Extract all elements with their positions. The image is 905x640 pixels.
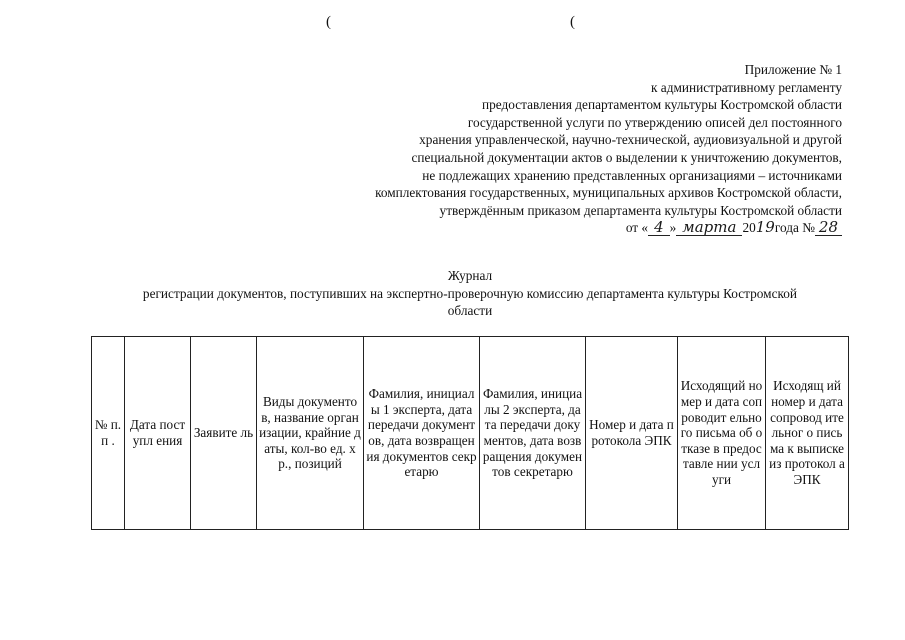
title-line-1: Журнал [447, 268, 493, 283]
header-cell-protocol: Номер и дата протокола ЭПК [586, 337, 678, 530]
header-cell-extract-letter: Исходящ ий номер и дата сопровод ительног о письма к выписке из протокол а ЭПК [766, 337, 849, 530]
appendix-header [222, 61, 842, 237]
scan-mark-right: ( [570, 14, 575, 30]
date-prefix: от « [625, 220, 649, 236]
appendix-line: хранения управленческой, научно-технической, аудиовизуальной и другой [419, 132, 842, 148]
header-cell-expert-1: Фамилия, инициалы 1 эксперта, дата передачи документов, дата возвращения документов секретарю [364, 337, 480, 530]
header-cell-number: № п.п . [92, 337, 125, 530]
appendix-line: государственной услуги по утверждению описей дел постоянного [467, 114, 842, 130]
date-year-prefix: 20 [742, 220, 756, 236]
date-day-handwritten: 4 [648, 220, 670, 236]
journal-title [90, 267, 850, 320]
date-year-handwritten: 19 [755, 218, 775, 237]
title-line-3: области [447, 303, 493, 319]
header-cell-received-date: Дата поступл ения [125, 337, 191, 530]
header-cell-expert-2: Фамилия, инициалы 2 эксперта, дата передачи документов, дата возвращения документов секретарю [480, 337, 586, 530]
date-mid: » [669, 220, 677, 236]
appendix-line: специальной документации актов о выделении к уничтожению документов, [411, 149, 842, 165]
header-cell-document-types: Виды документов, название организации, крайние даты, кол-во ед. хр., позиций [257, 337, 364, 530]
appendix-line: не подлежащих хранению представленных организациями – источниками [422, 167, 842, 183]
date-month-handwritten: марта [676, 220, 742, 236]
order-number-handwritten: 28 [815, 220, 842, 236]
header-cell-applicant: Заявите ль [191, 337, 257, 530]
title-line-2: регистрации документов, поступивших на экспертно-проверочную комиссию департамента культуры Костромской [142, 285, 798, 301]
appendix-line: утверждённым приказом департамента культуры Костромской области [439, 202, 842, 218]
appendix-line: комплектования государственных, муниципальных архивов Костромской области, [375, 185, 842, 201]
registration-table [91, 336, 849, 530]
table-header-row [92, 337, 849, 530]
scan-mark-left: ( [326, 14, 331, 30]
appendix-line: предоставления департаментом культуры Костромской области [481, 97, 842, 113]
order-date-line [222, 219, 842, 237]
header-cell-refusal-letter: Исходящий номер и дата сопроводит ельного письма об отказе в предоставле нии услуги [678, 337, 766, 530]
date-after-year: года № [774, 220, 815, 236]
appendix-line: к административному регламенту [651, 79, 842, 95]
appendix-line: Приложение № 1 [744, 62, 842, 77]
